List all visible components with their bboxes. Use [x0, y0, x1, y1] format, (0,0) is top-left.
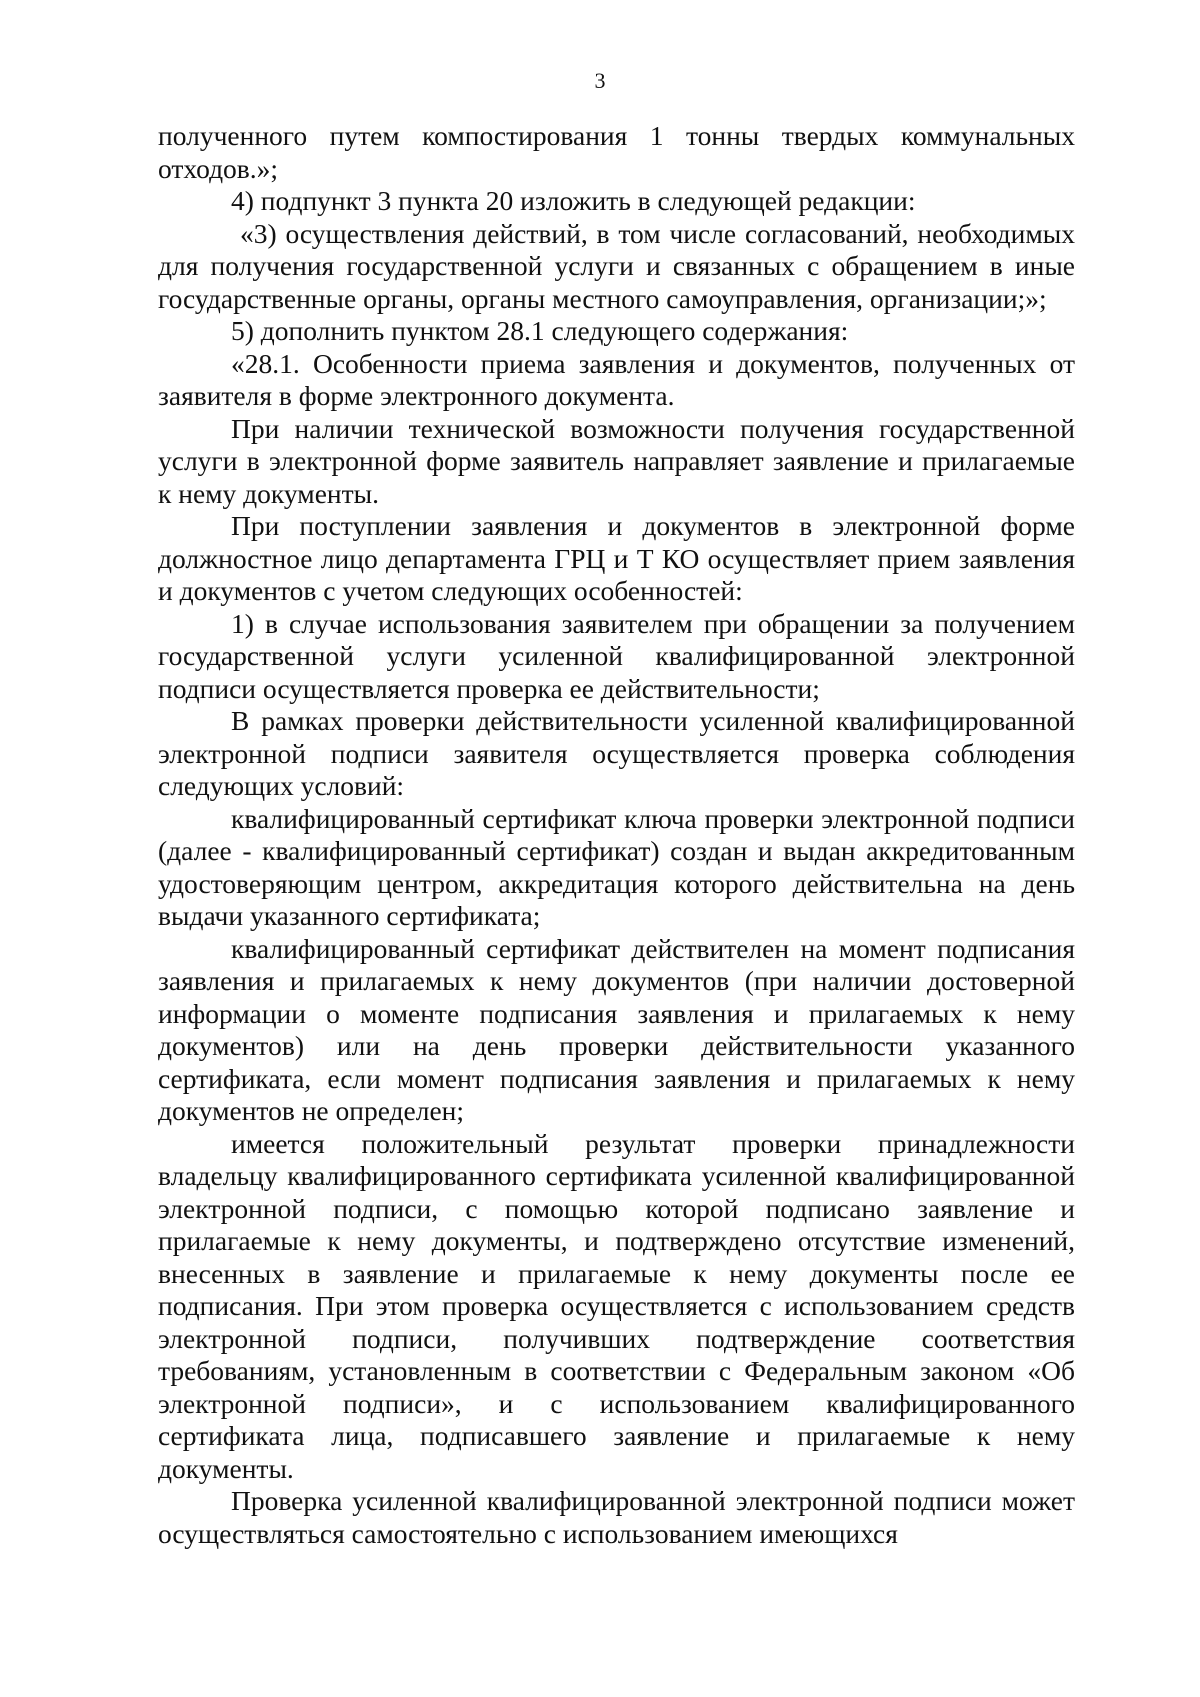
paragraph-continuation: полученного путем компостирования 1 тонны твердых коммунальных отходов.»;: [158, 120, 1075, 184]
paragraph-condition-certificate-valid: квалифицированный сертификат действителен на момент подписания заявления и прилагаемых к нему документов (при наличии достоверной информации о моменте подписания заявления и прилагаемых к нему документов) или на день проверки действительности указанного сертификата, если момент подписания заявления и прилагаемых к нему документов не определен;: [158, 932, 1075, 1126]
paragraph-check-conditions: В рамках проверки действительности усиленной квалифицированной электронной подписи заявителя осуществляется проверка соблюдения следующих условий:: [158, 705, 1075, 801]
page-number: 3: [594, 68, 606, 93]
document-body: [158, 120, 1075, 1550]
paragraph-independent-check: Проверка усиленной квалифицированной электронной подписи может осуществляться самостоятельно с использованием имеющихся: [158, 1485, 1075, 1549]
paragraph-item-5: 5) дополнить пунктом 28.1 следующего содержания:: [231, 315, 849, 346]
paragraph-condition-certificate-issued: квалифицированный сертификат ключа проверки электронной подписи (далее - квалифицированный сертификат) создан и выдан аккредитованным удостоверяющим центром, аккредитация которого действительна на день выдачи указанного сертификата;: [158, 802, 1075, 931]
paragraph-technical-possibility: При наличии технической возможности получения государственной услуги в электронной форме заявитель направляет заявление и прилагаемые к нему документы.: [158, 412, 1075, 509]
paragraph-quoted-subitem-3: «3) осуществления действий, в том числе согласований, необходимых для получения государственной услуги и связанных с обращением в иные государственные органы, органы местного самоуправления, организации;»;: [158, 217, 1075, 314]
paragraph-section-28-1: «28.1. Особенности приема заявления и документов, полученных от заявителя в форме электронного документа.: [158, 347, 1075, 411]
paragraph-electronic-receipt: При поступлении заявления и документов в электронной форме должностное лицо департамента ГРЦ и Т КО осуществляет прием заявления и документов с учетом следующих особенностей:: [158, 510, 1075, 606]
paragraph-item-4: 4) подпункт 3 пункта 20 изложить в следующей редакции:: [231, 185, 916, 216]
paragraph-condition-ownership: имеется положительный результат проверки принадлежности владельцу квалифицированного сертификата усиленной квалифицированной электронной подписи, с помощью которой подписано заявление и прилагаемые к нему документы, и подтверждено отсутствие изменений, внесенных в заявление и прилагаемые к нему документы после ее подписания. При этом проверка осуществляется с использованием средств электронной подписи, получивших подтверждение соответствия требованиям, установленным в соответствии с Федеральным законом «Об электронной подписи», и с использованием квалифицированного сертификата лица, подписавшего заявление и прилагаемые к нему документы.: [158, 1127, 1075, 1484]
paragraph-signature-check: 1) в случае использования заявителем при обращении за получением государственной услуги усиленной квалифицированной электронной подписи осуществляется проверка ее действительности;: [158, 607, 1075, 704]
